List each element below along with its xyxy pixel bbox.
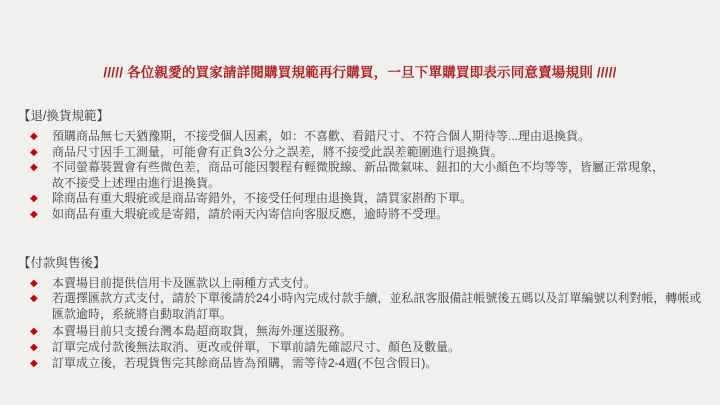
payment-item-5 (30, 356, 720, 372)
section-title-payment-aftersales: 【付款與售後】 (18, 255, 106, 270)
policy-item-text: 預購商品無七天猶豫期，不接受個人因素，如：不喜歡、看錯尺寸、不符合個人期待等...理由退換貨。 (52, 129, 591, 143)
section-title-return-policy: 【退/換貨規範】 (18, 109, 109, 123)
diamond-bullet-icon: ◆ (30, 277, 38, 289)
return-policy-item-2 (30, 145, 720, 161)
policy-item-text: 匯款逾時，系統將自動取消訂單。 (52, 306, 233, 321)
policy-item-text: 故不接受上述理由進行退換貨。 (52, 175, 221, 190)
return-policy-item-3 (30, 160, 720, 191)
diamond-bullet-icon: ◆ (30, 208, 38, 220)
policy-item-text: 本賣場目前只支援台灣本島超商取貨，無海外運送服務。 (52, 324, 353, 339)
section-return-policy (0, 106, 720, 223)
policy-item-text: 訂單完成付款後無法取消、更改或併單，下單前請先確認尺寸、顏色及數量。 (52, 339, 461, 354)
policy-item-text: 訂單成立後，若現貨售完其餘商品皆為預購，需等待2-4週(不包含假日)。 (52, 355, 438, 370)
payment-item-3 (30, 324, 720, 340)
diamond-bullet-icon: ◆ (30, 357, 38, 369)
return-policy-item-1 (30, 129, 720, 145)
diamond-bullet-icon: ◆ (30, 293, 38, 305)
payment-item-2 (30, 291, 720, 322)
policy-item-text: 本賣場目前提供信用卡及匯款以上兩種方式支付。 (52, 275, 317, 290)
diamond-bullet-icon: ◆ (30, 193, 38, 205)
policy-item-text: 若選擇匯款方式支付，請於下單後請於24小時內完成付款手續，並私訊客服備註帳號後五碼以及訂單編號以利對帳，轉帳或 (52, 291, 702, 306)
diamond-bullet-icon: ◆ (30, 162, 38, 174)
notice-banner: ///// 各位親愛的買家請詳閱購買規範再行購買，一旦下單購買即表示同意賣場規則 ///// (103, 65, 617, 80)
diamond-bullet-icon: ◆ (30, 326, 38, 338)
payment-item-4 (30, 340, 720, 356)
section-payment-aftersales (0, 253, 720, 372)
return-policy-item-5 (30, 207, 720, 223)
diamond-bullet-icon: ◆ (30, 146, 38, 158)
policy-item-text: 如商品有重大瑕疵或是寄錯，請於兩天內寄信向客服反應，逾時將不受理。 (52, 206, 449, 221)
diamond-bullet-icon: ◆ (30, 341, 38, 353)
diamond-bullet-icon: ◆ (30, 131, 38, 142)
policy-item-text: 不同螢幕裝置會有些微色差，商品可能因製程有輕微脫線、新品微氣味、鈕扣的大小顏色不均等等，皆屬正常現象， (52, 160, 665, 175)
payment-item-1 (30, 276, 720, 292)
policy-item-text: 商品尺寸因手工測量，可能會有正負3公分之誤差，將不接受此誤差範圍進行退換貨。 (52, 144, 503, 159)
return-policy-item-4 (30, 191, 720, 207)
policy-item-text: 除商品有重大瑕疵或是商品寄錯外，不接受任何理由退換貨，請買家斟酌下單。 (52, 191, 473, 206)
